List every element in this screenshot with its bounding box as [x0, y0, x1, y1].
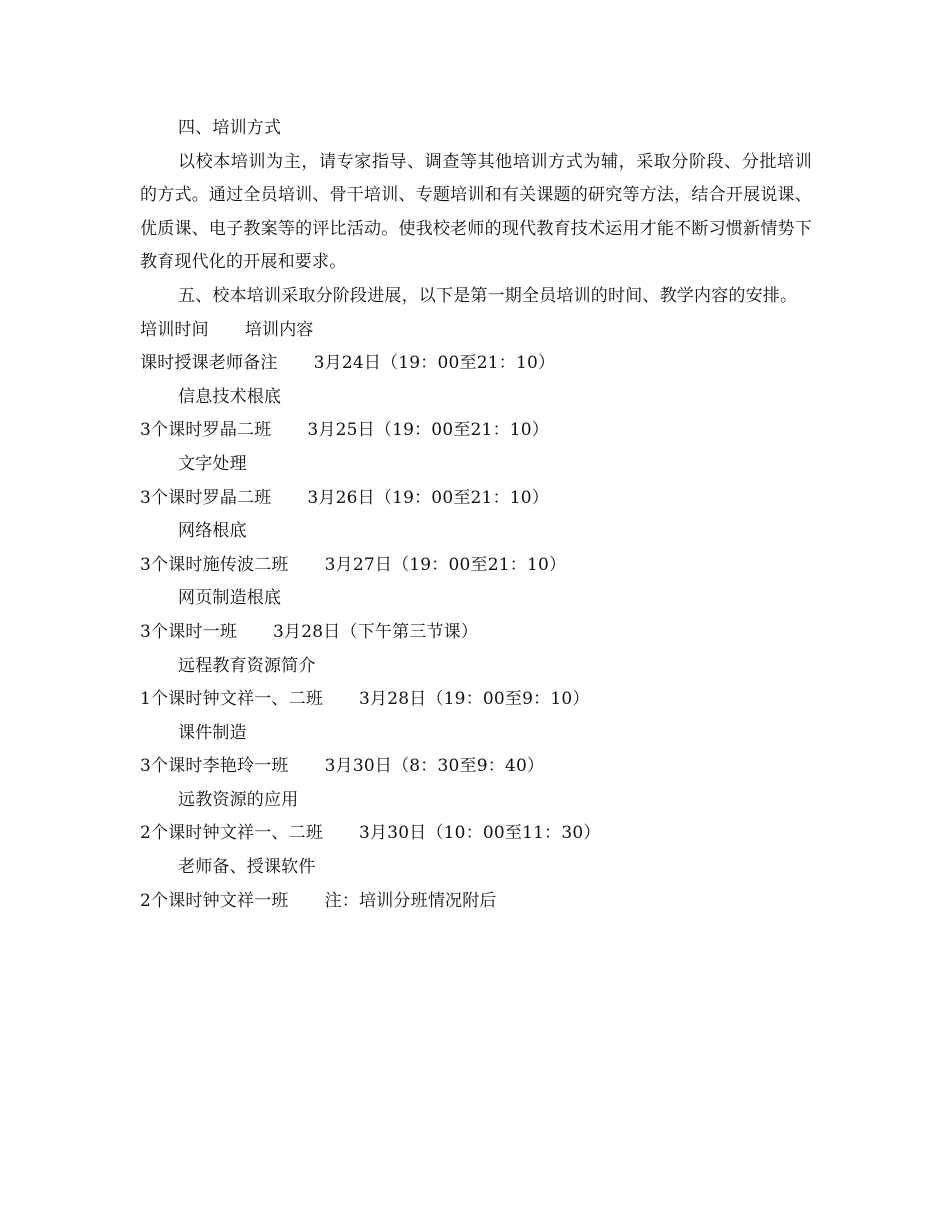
schedule-row-left: 3个课时罗晶二班	[140, 487, 272, 508]
schedule-row-left: 3个课时罗晶二班	[140, 420, 272, 441]
schedule-row-left: 1个课时钟文祥一、二班	[140, 689, 324, 710]
schedule-row-right: 3月24日（19：00至21：10）	[313, 353, 556, 374]
schedule-row-left: 3个课时一班	[140, 621, 238, 642]
schedule-course-title: 老师备、授课软件	[178, 857, 316, 878]
schedule-header-content: 培训内容	[244, 319, 314, 340]
schedule-row-right: 3月25日（19：00至21：10）	[307, 420, 549, 441]
schedule-row-left: 2个课时钟文祥一班	[140, 890, 289, 911]
schedule-row-right: 3月27日（19：00至21：10）	[324, 554, 567, 575]
schedule-row-right: 3月28日（19：00至9：10）	[359, 689, 590, 710]
schedule-header-time: 培训时间	[140, 319, 209, 340]
schedule-row	[140, 750, 812, 784]
schedule-course-title: 远程教育资源简介	[178, 655, 316, 676]
schedule-row	[140, 885, 812, 919]
schedule-row	[140, 683, 812, 717]
schedule-row	[140, 616, 812, 650]
schedule-row-right: 3月30日（10：00至11：30）	[359, 823, 601, 844]
document-body	[140, 112, 812, 918]
schedule-course-title: 文字处理	[178, 453, 247, 474]
schedule-row	[140, 347, 812, 381]
schedule-course-title: 远教资源的应用	[178, 789, 299, 810]
schedule-row-right: 3月28日（下午第三节课）	[273, 621, 479, 642]
paragraph-training-methods: 以校本培训为主，请专家指导、调查等其他培训方式为辅，采取分阶段、分批培训的方式。通过全员培训、骨干培训、专题培训和有关课题的研究等方法，结合开展说课、优质课、电子教案等的评比活动。使我校老师的现代教育技术运用才能不断习惯新情势下教育现代化的开展和要求。	[140, 151, 812, 273]
schedule-course-title: 网页制造根底	[178, 588, 282, 609]
schedule-row	[140, 549, 812, 583]
schedule-header	[140, 314, 812, 348]
schedule-row-right: 注：培训分班情况附后	[324, 890, 497, 911]
section-heading-training-methods: 四、培训方式	[178, 118, 282, 138]
schedule-course-title: 网络根底	[178, 521, 247, 542]
schedule-row	[140, 414, 812, 448]
schedule-row-right: 3月30日（8：30至9：40）	[324, 756, 545, 777]
schedule-list	[140, 347, 812, 918]
schedule-row-left: 课时授课老师备注	[140, 353, 278, 374]
schedule-row	[140, 817, 812, 851]
schedule-row-left: 3个课时李艳玲一班	[140, 756, 289, 777]
schedule-row-left: 3个课时施传波二班	[140, 554, 289, 575]
schedule-course-title: 课件制造	[178, 722, 247, 743]
schedule-row-left: 2个课时钟文祥一、二班	[140, 823, 324, 844]
schedule-row-right: 3月26日（19：00至21：10）	[307, 487, 549, 508]
paragraph-phased-training: 五、校本培训采取分阶段进展，以下是第一期全员培训的时间、教学内容的安排。	[178, 285, 798, 306]
schedule-course-title: 信息技术根底	[178, 386, 282, 407]
schedule-row	[140, 482, 812, 516]
